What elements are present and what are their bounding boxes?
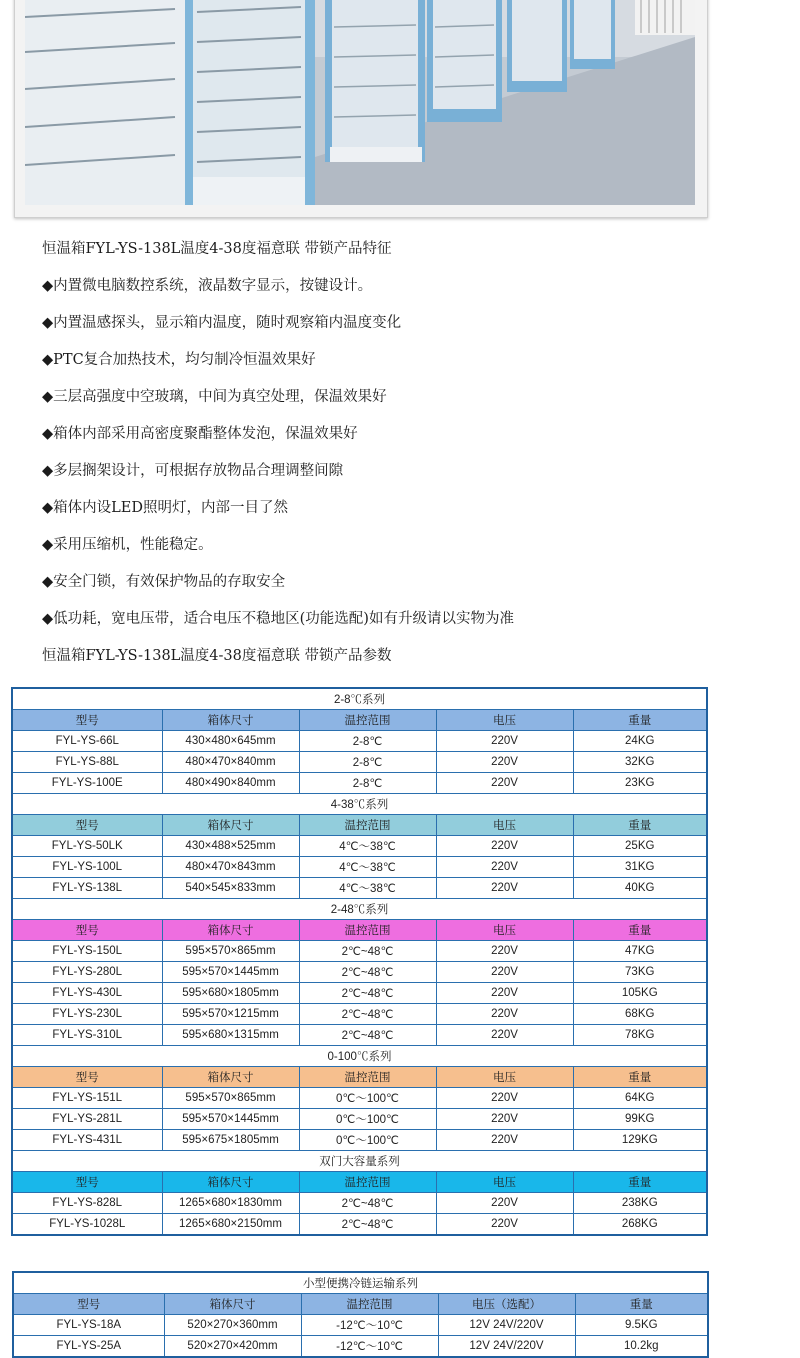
- table-cell: 0℃～100℃: [299, 1130, 436, 1151]
- table-cell: 1265×680×1830mm: [162, 1193, 299, 1214]
- table-cell: FYL-YS-430L: [12, 983, 162, 1004]
- table-cell: 78KG: [573, 1025, 707, 1046]
- spec-table-main: [11, 687, 708, 1236]
- table-cell: 220V: [436, 878, 573, 899]
- table-cell: -12℃～10℃: [301, 1315, 438, 1336]
- table-header-row: [12, 815, 707, 836]
- table-cell: 430×480×645mm: [162, 731, 299, 752]
- table-cell: 540×545×833mm: [162, 878, 299, 899]
- table-cell: 68KG: [573, 1004, 707, 1025]
- series-title-row: [12, 794, 707, 815]
- series-title: 小型便携冷链运输系列: [13, 1272, 708, 1294]
- table-cell: FYL-YS-1028L: [12, 1214, 162, 1236]
- table-cell: 220V: [436, 731, 573, 752]
- table-row: [12, 1004, 707, 1025]
- table-cell: 2℃~48℃: [299, 941, 436, 962]
- feature-item: ◆多层搁架设计，可根据存放物品合理调整间隙: [42, 463, 344, 479]
- column-header: 重量: [575, 1294, 708, 1315]
- table-cell: 2℃~48℃: [299, 962, 436, 983]
- column-header: 电压（选配）: [438, 1294, 575, 1315]
- feature-item: ◆箱体内设LED照明灯，内部一目了然: [42, 500, 288, 516]
- table-cell: 0℃～100℃: [299, 1109, 436, 1130]
- table-row: [12, 1193, 707, 1214]
- series-title-row: [13, 1272, 708, 1294]
- table-row: [13, 1336, 708, 1358]
- table-cell: FYL-YS-431L: [12, 1130, 162, 1151]
- table-header-row: [12, 920, 707, 941]
- table-cell: 220V: [436, 836, 573, 857]
- table-cell: 2-8℃: [299, 773, 436, 794]
- table-header-row: [12, 1067, 707, 1088]
- table-cell: 32KG: [573, 752, 707, 773]
- table-row: [12, 773, 707, 794]
- column-header: 温控范围: [299, 710, 436, 731]
- table-cell: 220V: [436, 1088, 573, 1109]
- column-header: 重量: [573, 1067, 707, 1088]
- table-cell: 595×680×1805mm: [162, 983, 299, 1004]
- column-header: 型号: [12, 920, 162, 941]
- table-cell: 220V: [436, 1130, 573, 1151]
- table-cell: FYL-YS-100L: [12, 857, 162, 878]
- table-cell: 520×270×360mm: [164, 1315, 301, 1336]
- column-header: 温控范围: [301, 1294, 438, 1315]
- table-cell: 4℃～38℃: [299, 836, 436, 857]
- series-title-row: [12, 899, 707, 920]
- table-cell: 220V: [436, 752, 573, 773]
- table-row: [12, 878, 707, 899]
- series-title: 2-48℃系列: [12, 899, 707, 920]
- table-cell: 73KG: [573, 962, 707, 983]
- table-row: [12, 857, 707, 878]
- column-header: 电压: [436, 1067, 573, 1088]
- column-header: 箱体尺寸: [164, 1294, 301, 1315]
- table-row: [12, 836, 707, 857]
- column-header: 箱体尺寸: [162, 1172, 299, 1193]
- table-cell: 220V: [436, 1109, 573, 1130]
- series-title: 2-8℃系列: [12, 688, 707, 710]
- table-cell: 2℃~48℃: [299, 1004, 436, 1025]
- feature-item: ◆箱体内部采用高密度聚酯整体发泡，保温效果好: [42, 426, 358, 442]
- table-cell: FYL-YS-230L: [12, 1004, 162, 1025]
- table-cell: 220V: [436, 941, 573, 962]
- table-cell: FYL-YS-310L: [12, 1025, 162, 1046]
- column-header: 重量: [573, 710, 707, 731]
- column-header: 温控范围: [299, 920, 436, 941]
- table-cell: 595×570×865mm: [162, 1088, 299, 1109]
- table-row: [12, 1088, 707, 1109]
- table-cell: 595×570×865mm: [162, 941, 299, 962]
- table-cell: 2℃~48℃: [299, 983, 436, 1004]
- table-cell: 480×490×840mm: [162, 773, 299, 794]
- feature-item: ◆PTC复合加热技术，均匀制冷恒温效果好: [42, 352, 316, 368]
- table-cell: 31KG: [573, 857, 707, 878]
- column-header: 重量: [573, 1172, 707, 1193]
- column-header: 温控范围: [299, 1172, 436, 1193]
- table-cell: 430×488×525mm: [162, 836, 299, 857]
- series-title-row: [12, 1151, 707, 1172]
- table-header-row: [12, 710, 707, 731]
- table-cell: 480×470×843mm: [162, 857, 299, 878]
- column-header: 型号: [12, 1172, 162, 1193]
- product-description: [42, 238, 762, 682]
- table-cell: 595×570×1445mm: [162, 962, 299, 983]
- table-cell: 105KG: [573, 983, 707, 1004]
- feature-item: ◆三层高强度中空玻璃，中间为真空处理，保温效果好: [42, 389, 387, 405]
- table-cell: 0℃～100℃: [299, 1088, 436, 1109]
- feature-item: ◆安全门锁，有效保护物品的存取安全: [42, 574, 286, 590]
- table-cell: FYL-YS-150L: [12, 941, 162, 962]
- column-header: 电压: [436, 1172, 573, 1193]
- table-cell: 238KG: [573, 1193, 707, 1214]
- table-cell: 595×570×1445mm: [162, 1109, 299, 1130]
- table-row: [12, 1109, 707, 1130]
- series-title: 双门大容量系列: [12, 1151, 707, 1172]
- features-title: 恒温箱FYL-YS-138L温度4-38度福意联 带锁产品特征: [42, 241, 392, 257]
- table-row: [12, 1130, 707, 1151]
- table-cell: FYL-YS-100E: [12, 773, 162, 794]
- column-header: 型号: [12, 815, 162, 836]
- table-cell: 9.5KG: [575, 1315, 708, 1336]
- table-row: [12, 731, 707, 752]
- table-cell: -12℃～10℃: [301, 1336, 438, 1358]
- table-cell: 10.2kg: [575, 1336, 708, 1358]
- table-cell: 220V: [436, 773, 573, 794]
- table-cell: FYL-YS-66L: [12, 731, 162, 752]
- table-row: [12, 752, 707, 773]
- table-cell: FYL-YS-88L: [12, 752, 162, 773]
- table-cell: 220V: [436, 1214, 573, 1236]
- series-title: 4-38℃系列: [12, 794, 707, 815]
- column-header: 电压: [436, 815, 573, 836]
- table-cell: 480×470×840mm: [162, 752, 299, 773]
- table-cell: 220V: [436, 1193, 573, 1214]
- table-cell: 2℃~48℃: [299, 1193, 436, 1214]
- table-header-row: [12, 1172, 707, 1193]
- table-cell: 2-8℃: [299, 752, 436, 773]
- table-cell: 129KG: [573, 1130, 707, 1151]
- product-photo: [25, 0, 695, 205]
- spec-table-portable: [12, 1271, 709, 1358]
- table-cell: 2℃~48℃: [299, 1214, 436, 1236]
- table-cell: 220V: [436, 983, 573, 1004]
- column-header: 电压: [436, 920, 573, 941]
- table-cell: FYL-YS-18A: [13, 1315, 164, 1336]
- table-cell: FYL-YS-828L: [12, 1193, 162, 1214]
- series-title-row: [12, 688, 707, 710]
- series-title: 0-100℃系列: [12, 1046, 707, 1067]
- table-row: [12, 1214, 707, 1236]
- column-header: 型号: [12, 710, 162, 731]
- table-cell: 220V: [436, 962, 573, 983]
- table-cell: FYL-YS-25A: [13, 1336, 164, 1358]
- table-cell: 23KG: [573, 773, 707, 794]
- table-header-row: [13, 1294, 708, 1315]
- table-cell: FYL-YS-151L: [12, 1088, 162, 1109]
- table-cell: FYL-YS-281L: [12, 1109, 162, 1130]
- table-cell: 4℃～38℃: [299, 878, 436, 899]
- column-header: 温控范围: [299, 815, 436, 836]
- table-cell: 2℃~48℃: [299, 1025, 436, 1046]
- feature-item: ◆采用压缩机，性能稳定。: [42, 537, 213, 553]
- column-header: 箱体尺寸: [162, 920, 299, 941]
- column-header: 箱体尺寸: [162, 815, 299, 836]
- table-cell: 64KG: [573, 1088, 707, 1109]
- table-cell: 1265×680×2150mm: [162, 1214, 299, 1236]
- table-cell: 220V: [436, 1004, 573, 1025]
- table-cell: 595×680×1315mm: [162, 1025, 299, 1046]
- table-cell: 12V 24V/220V: [438, 1315, 575, 1336]
- table-cell: 24KG: [573, 731, 707, 752]
- column-header: 重量: [573, 920, 707, 941]
- table-cell: 99KG: [573, 1109, 707, 1130]
- product-photo-frame: [14, 0, 708, 218]
- column-header: 温控范围: [299, 1067, 436, 1088]
- table-row: [12, 941, 707, 962]
- params-title: 恒温箱FYL-YS-138L温度4-38度福意联 带锁产品参数: [42, 648, 392, 664]
- table-row: [12, 962, 707, 983]
- table-cell: 268KG: [573, 1214, 707, 1236]
- table-cell: 595×675×1805mm: [162, 1130, 299, 1151]
- feature-item: ◆内置微电脑数控系统，液晶数字显示，按键设计。: [42, 278, 373, 294]
- table-cell: FYL-YS-50LK: [12, 836, 162, 857]
- feature-item: ◆内置温感探头，显示箱内温度，随时观察箱内温度变化: [42, 315, 402, 331]
- table-row: [13, 1315, 708, 1336]
- table-cell: 4℃～38℃: [299, 857, 436, 878]
- column-header: 箱体尺寸: [162, 1067, 299, 1088]
- table-cell: FYL-YS-280L: [12, 962, 162, 983]
- table-cell: 12V 24V/220V: [438, 1336, 575, 1358]
- table-row: [12, 983, 707, 1004]
- column-header: 重量: [573, 815, 707, 836]
- feature-item: ◆低功耗，宽电压带，适合电压不稳地区(功能选配)如有升级请以实物为准: [42, 611, 514, 627]
- table-row: [12, 1025, 707, 1046]
- table-cell: 2-8℃: [299, 731, 436, 752]
- table-cell: 595×570×1215mm: [162, 1004, 299, 1025]
- table-cell: FYL-YS-138L: [12, 878, 162, 899]
- table-cell: 220V: [436, 1025, 573, 1046]
- table-cell: 47KG: [573, 941, 707, 962]
- column-header: 电压: [436, 710, 573, 731]
- table-cell: 40KG: [573, 878, 707, 899]
- table-cell: 520×270×420mm: [164, 1336, 301, 1358]
- column-header: 箱体尺寸: [162, 710, 299, 731]
- column-header: 型号: [12, 1067, 162, 1088]
- table-cell: 220V: [436, 857, 573, 878]
- series-title-row: [12, 1046, 707, 1067]
- table-cell: 25KG: [573, 836, 707, 857]
- column-header: 型号: [13, 1294, 164, 1315]
